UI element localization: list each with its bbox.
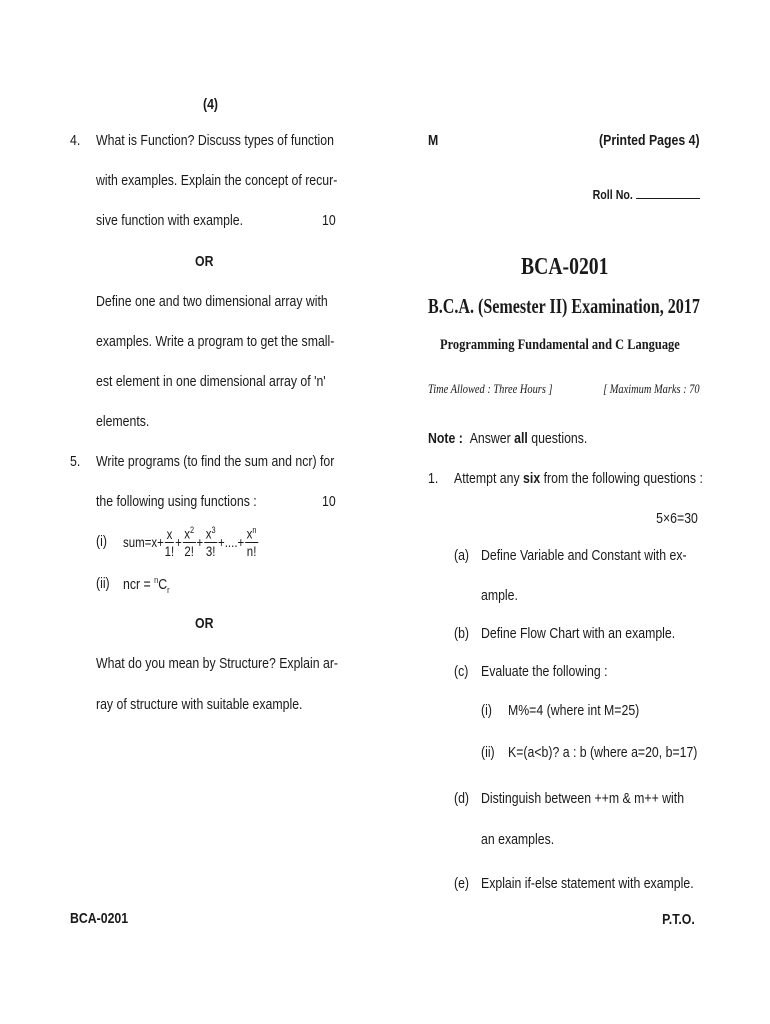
q1-text xyxy=(454,470,703,487)
q4-line3: sive function with example. xyxy=(96,212,243,229)
q5-line1: Write programs (to find the sum and ncr) for xyxy=(96,453,335,470)
q1d-line1: Distinguish between ++m & m++ with xyxy=(481,790,685,807)
sum-formula: sum=x+ $\frac{x}{1!}$ + $\frac{x^2}{2!}$ + $\frac{x^3}{3!}$ +....+ $\frac{x^n}{n!}$ xyxy=(123,525,257,559)
term-n: $\frac{x^n}{n!}$ xyxy=(246,525,257,559)
q1-bold: six xyxy=(523,470,541,487)
term-3: $\frac{x^3}{3!}$ xyxy=(205,525,216,559)
q1c-i-text: M%=4 (where int M=25) xyxy=(508,702,640,719)
q5-or: OR xyxy=(195,615,214,632)
note-bold: all xyxy=(514,430,528,447)
q5-number: 5. xyxy=(70,453,81,470)
printed-pages: (Printed Pages 4) xyxy=(599,132,700,149)
q1a-label: (a) xyxy=(454,547,470,564)
q5-alt-line1: What do you mean by Structure? Explain ar- xyxy=(96,655,339,672)
pto: P.T.O. xyxy=(662,911,695,928)
q4-number: 4. xyxy=(70,132,81,149)
note xyxy=(428,430,587,447)
q1b-label: (b) xyxy=(454,625,470,642)
term-1: $\frac{x}{1!}$ xyxy=(164,525,175,559)
q1-post: from the following questions : xyxy=(543,470,703,487)
q1-pre: Attempt any xyxy=(454,470,520,487)
sum-prefix: sum=x+ xyxy=(123,534,164,550)
q1c-ii-text: K=(a<b)? a : b (where a=20, b=17) xyxy=(508,744,698,761)
q1c-ii-label: (ii) xyxy=(481,744,495,761)
subject-title: Programming Fundamental and C Language xyxy=(440,337,680,353)
q1a-line1: Define Variable and Constant with ex- xyxy=(481,547,687,564)
q1-number: 1. xyxy=(428,470,439,487)
q1-marks: 5×6=30 xyxy=(656,510,698,527)
q4-alt-line4: elements. xyxy=(96,413,150,430)
m-label: M xyxy=(428,132,439,149)
page-number: (4) xyxy=(203,96,219,113)
note-post: questions. xyxy=(531,430,588,447)
q5-line2: the following using functions : xyxy=(96,493,257,510)
q4-alt-line2: examples. Write a program to get the small- xyxy=(96,333,335,350)
q4-or: OR xyxy=(195,253,214,270)
ncr-formula: ncr = $^nC_r$ xyxy=(123,575,170,595)
q1c-i-label: (i) xyxy=(481,702,492,719)
course-code: BCA-0201 xyxy=(521,254,609,280)
q5-alt-line2: ray of structure with suitable example. xyxy=(96,696,303,713)
time-allowed: Time Allowed : Three Hours ] xyxy=(428,381,553,396)
q5-i-label: (i) xyxy=(96,533,107,550)
q1e-text: Explain if-else statement with example. xyxy=(481,875,694,892)
q4-marks: 10 xyxy=(322,212,336,229)
q1a-line2: ample. xyxy=(481,587,518,604)
term-2: $\frac{x^2}{2!}$ xyxy=(184,525,195,559)
q4-line1: What is Function? Discuss types of function xyxy=(96,132,334,149)
q5-ii-label: (ii) xyxy=(96,575,110,592)
roll-no xyxy=(592,186,700,202)
q1c-label: (c) xyxy=(454,663,469,680)
note-pre: Answer xyxy=(469,430,511,447)
roll-no-blank xyxy=(636,186,700,199)
roll-no-label: Roll No. xyxy=(592,187,633,202)
maximum-marks: [ Maximum Marks : 70 xyxy=(603,381,700,396)
q5-marks: 10 xyxy=(322,493,336,510)
sum-dots: +....+ xyxy=(218,534,245,550)
q1d-line2: an examples. xyxy=(481,831,555,848)
q1e-label: (e) xyxy=(454,875,470,892)
q1c-text: Evaluate the following : xyxy=(481,663,608,680)
exam-title: B.C.A. (Semester II) Examination, 2017 xyxy=(428,294,700,318)
q1d-label: (d) xyxy=(454,790,470,807)
q4-line2: with examples. Explain the concept of recur- xyxy=(96,172,338,189)
q4-alt-line3: est element in one dimensional array of 'n' xyxy=(96,373,326,390)
note-label: Note : xyxy=(428,430,463,447)
q4-alt-line1: Define one and two dimensional array with xyxy=(96,293,328,310)
footer-code: BCA-0201 xyxy=(70,910,129,927)
q1b-text: Define Flow Chart with an example. xyxy=(481,625,676,642)
